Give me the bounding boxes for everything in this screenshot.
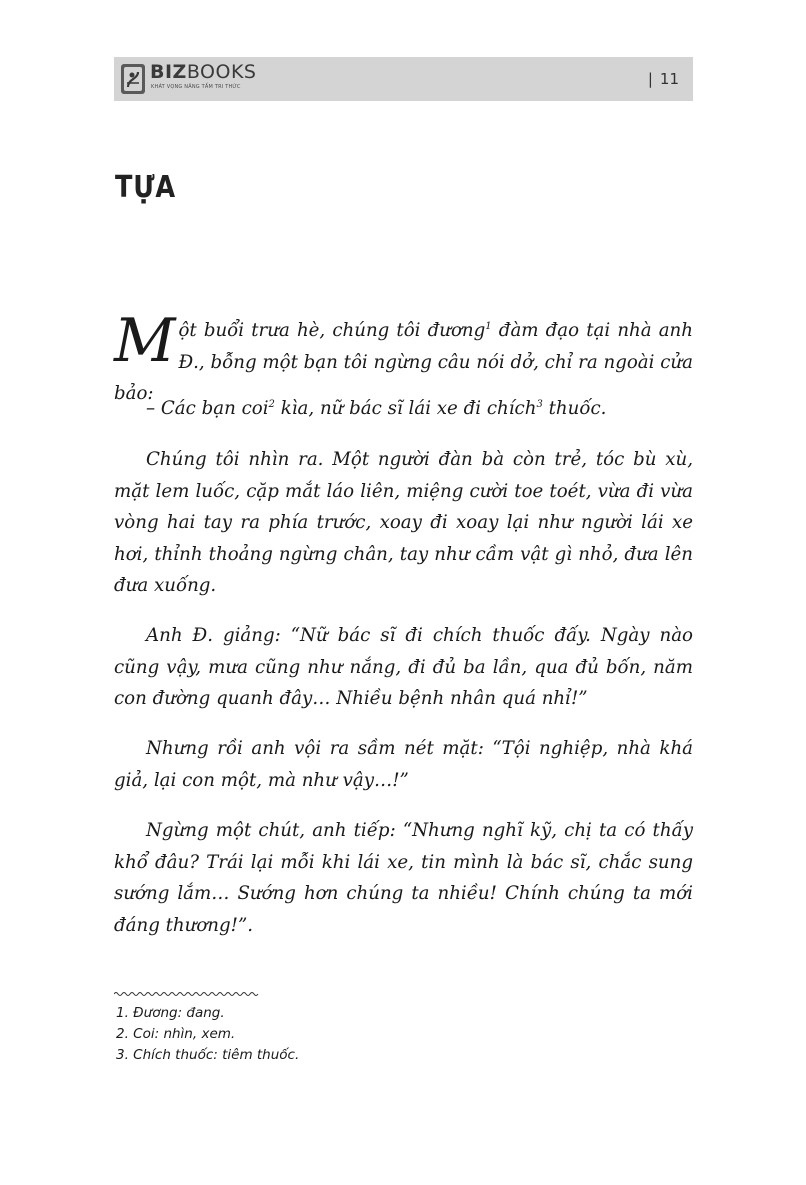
- page-bar: |: [647, 70, 653, 88]
- footnote-3: 3. Chích thuốc: tiêm thuốc.: [116, 1047, 300, 1063]
- page-number-value: 11: [659, 70, 679, 88]
- chapter-title: TỰA: [115, 170, 176, 205]
- footnotes: [116, 1003, 299, 1066]
- brand-bold: BIZ: [150, 61, 187, 83]
- paragraph-4: [114, 620, 693, 715]
- footnote-divider: [114, 990, 260, 998]
- paragraph-3: [114, 444, 693, 602]
- footnote-ref-3: 3: [536, 399, 543, 410]
- brand-name: [150, 62, 256, 82]
- brand-light: BOOKS: [186, 61, 257, 83]
- paragraph-5: [114, 733, 693, 796]
- bizbooks-logo-icon: [120, 63, 146, 95]
- running-header: [114, 57, 693, 101]
- p1-text-b: đàm đạo tại nhà anh Đ., bỗng một bạn tôi ngừng câu nói dở, chỉ ra ngoài cửa bảo:: [114, 320, 693, 404]
- footnote-ref-1: 1: [485, 321, 492, 332]
- page-number: [648, 70, 679, 88]
- p4-text: Anh Đ. giảng: “Nữ bác sĩ đi chích thuốc đấy. Ngày nào cũng vậy, mưa cũng như nắng, đi đủ ba lần, qua đủ bốn, năm con đường quanh đây… Nhiều bệnh nhân quá nhỉ!”: [114, 625, 693, 709]
- p2-text-b: kìa, nữ bác sĩ lái xe đi chích: [274, 398, 537, 419]
- footnote-ref-2: 2: [268, 399, 275, 410]
- p5-text: Nhưng rồi anh vội ra sầm nét mặt: “Tội nghiệp, nhà khá giả, lại con một, mà như vậy…!”: [114, 738, 693, 791]
- footnote-1: 1. Đương: đang.: [116, 1005, 225, 1021]
- p2-text-a: – Các bạn coi: [146, 398, 269, 419]
- paragraph-2: [114, 393, 693, 425]
- paragraph-6: [114, 815, 693, 941]
- p2-text-c: thuốc.: [542, 398, 607, 419]
- drop-cap: M: [114, 306, 176, 376]
- p6-text: Ngừng một chút, anh tiếp: “Nhưng nghĩ kỹ, chị ta có thấy khổ đâu? Trái lại mỗi khi lái xe, tin mình là bác sĩ, chắc sung sướng lắm… Sướng hơn chúng ta nhiều! Chính chúng ta mới đáng thương!”.: [114, 820, 693, 936]
- brand-tagline: KHÁT VỌNG NÂNG TẦM TRI THỨC: [151, 84, 241, 90]
- footnote-2: 2. Coi: nhìn, xem.: [116, 1026, 236, 1042]
- p1-text-a: ột buổi trưa hè, chúng tôi đương: [178, 320, 486, 341]
- p3-text: Chúng tôi nhìn ra. Một người đàn bà còn trẻ, tóc bù xù, mặt lem luốc, cặp mắt láo liên, miệng cười toe toét, vừa đi vừa vòng hai tay ra phía trước, xoay đi xoay lại như người lái xe hơi, thỉnh thoảng ngừng chân, tay như cầm vật gì nhỏ, đưa lên đưa xuống.: [114, 449, 693, 596]
